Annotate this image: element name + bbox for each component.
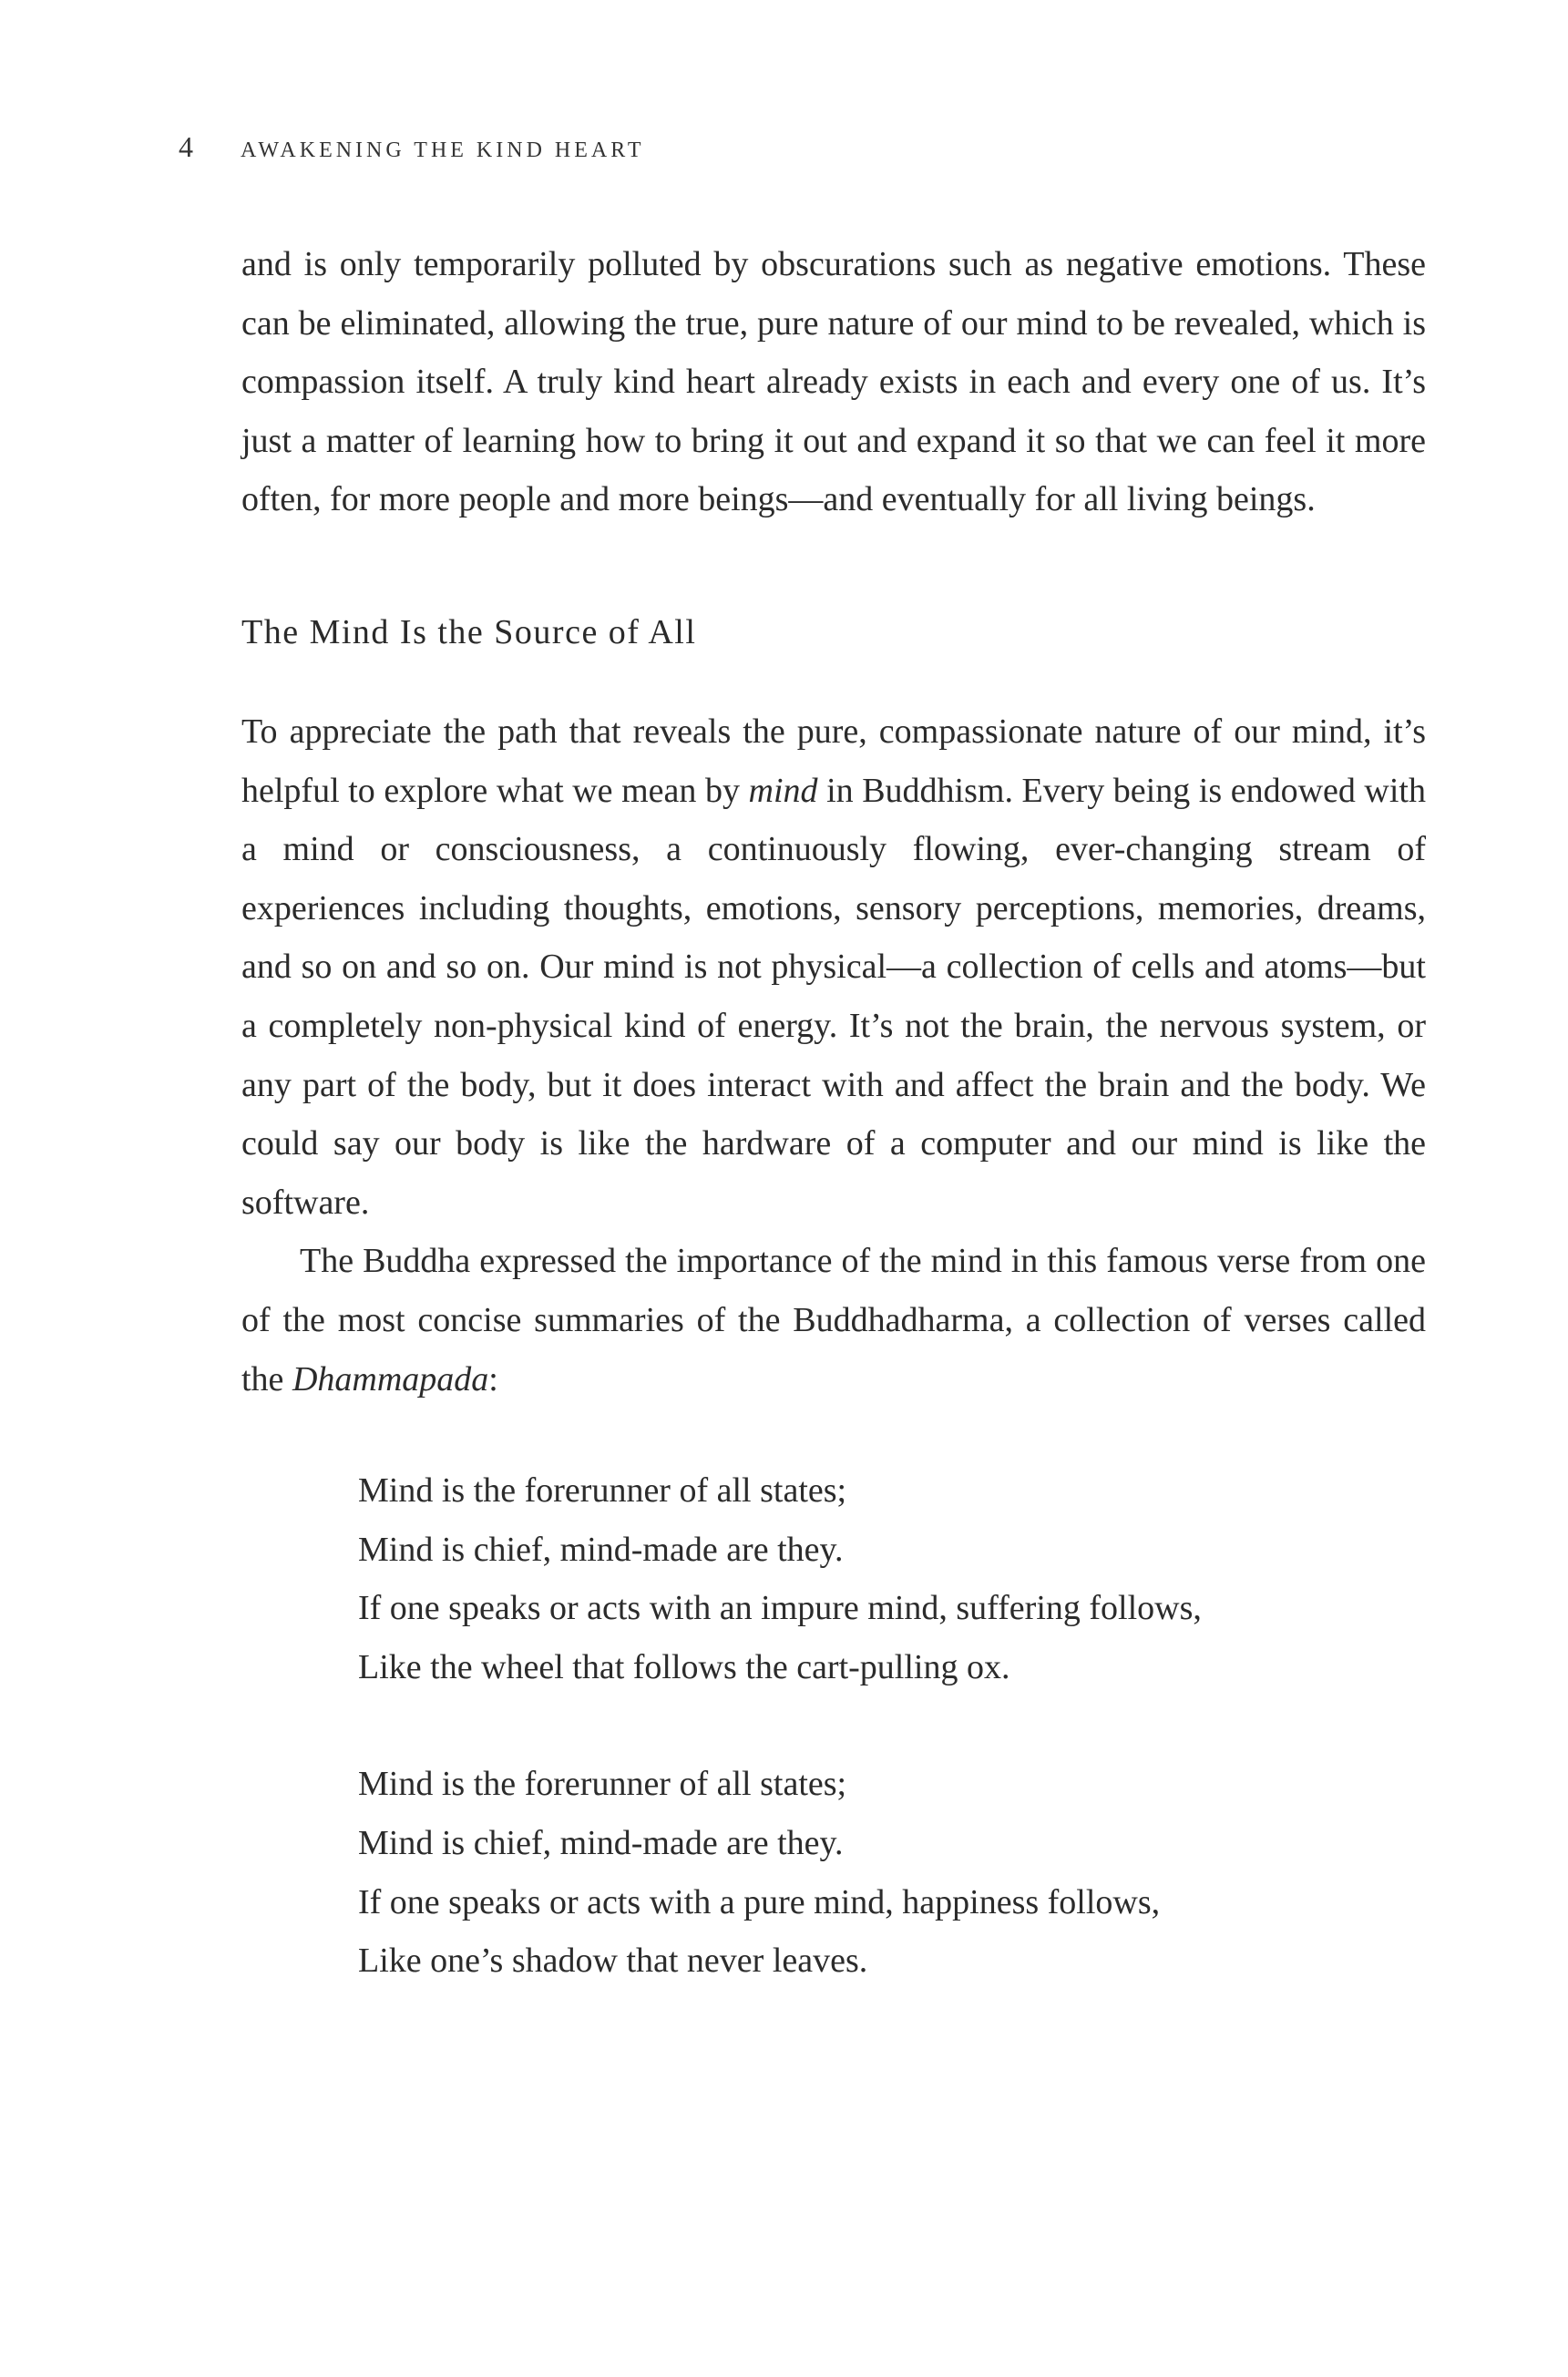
verse-line: If one speaks or acts with a pure mind, happiness follows,	[358, 1882, 1161, 1921]
verse-stanza-2	[358, 1755, 1426, 1990]
paragraph-text: in Buddhism. Every being is endowed with a mind or consciousness, a continuously flowing, ever-changing stream of experiences including thoughts, emotions, sensory perceptions, memories, dreams, and so on and so on. Our mind is not physical—a collection of cells and atoms—but a completely non-physical kind of energy. It’s not the brain, the nervous system, or any part of the body, but it does interact with and affect the brain and the body. We could say our body is like the hardware of a computer and our mind is like the software.	[241, 771, 1426, 1222]
running-head	[179, 130, 644, 164]
spacer	[241, 1409, 1426, 1461]
verse-line: Mind is the forerunner of all states;	[358, 1471, 847, 1511]
page-number: 4	[179, 130, 193, 163]
paragraph	[241, 1232, 1426, 1409]
verse-line: Mind is the forerunner of all states;	[358, 1765, 847, 1804]
section-heading: The Mind Is the Source of All	[241, 612, 697, 651]
verse-line: Like one’s shadow that never leaves.	[358, 1942, 868, 1981]
paragraph: and is only temporarily polluted by obscurations such as negative emotions. These can be eliminated, allowing the true, pure nature of our mind to be revealed, which is compassion itself. A truly kind heart already exists in each and every one of us. It’s just a matter of learning how to bring it out and expand it so that we can feel it more often, for more people and more beings—and eventually for all living beings.	[241, 245, 1426, 519]
verse-line: Like the wheel that follows the cart-pulling ox.	[358, 1647, 1010, 1686]
main-text	[241, 235, 1426, 1991]
paragraph-text: :	[488, 1359, 498, 1399]
running-title: AWAKENING THE KIND HEART	[241, 138, 645, 162]
verse-stanza-1	[358, 1461, 1426, 1696]
paragraph-text: To appreciate the path that reveals the pure, compassionate nature of our mind, it’s helpful to explore what we mean by	[241, 712, 1426, 810]
paragraph	[241, 702, 1426, 1232]
spacer	[241, 661, 1426, 702]
emphasis-term: mind	[748, 771, 818, 810]
verse-line: If one speaks or acts with an impure mind, suffering follows,	[358, 1589, 1202, 1628]
paragraph-text: The Buddha expressed the importance of the mind in this famous verse from one of the most concise summaries of the Buddhadharma, a collection of verses called the	[241, 1242, 1426, 1399]
verse-line: Mind is chief, mind-made are they.	[358, 1824, 844, 1863]
verse-line: Mind is chief, mind-made are they.	[358, 1530, 844, 1569]
spacer	[241, 1696, 1426, 1755]
book-title: Dhammapada	[292, 1359, 489, 1399]
spacer	[241, 529, 1426, 603]
